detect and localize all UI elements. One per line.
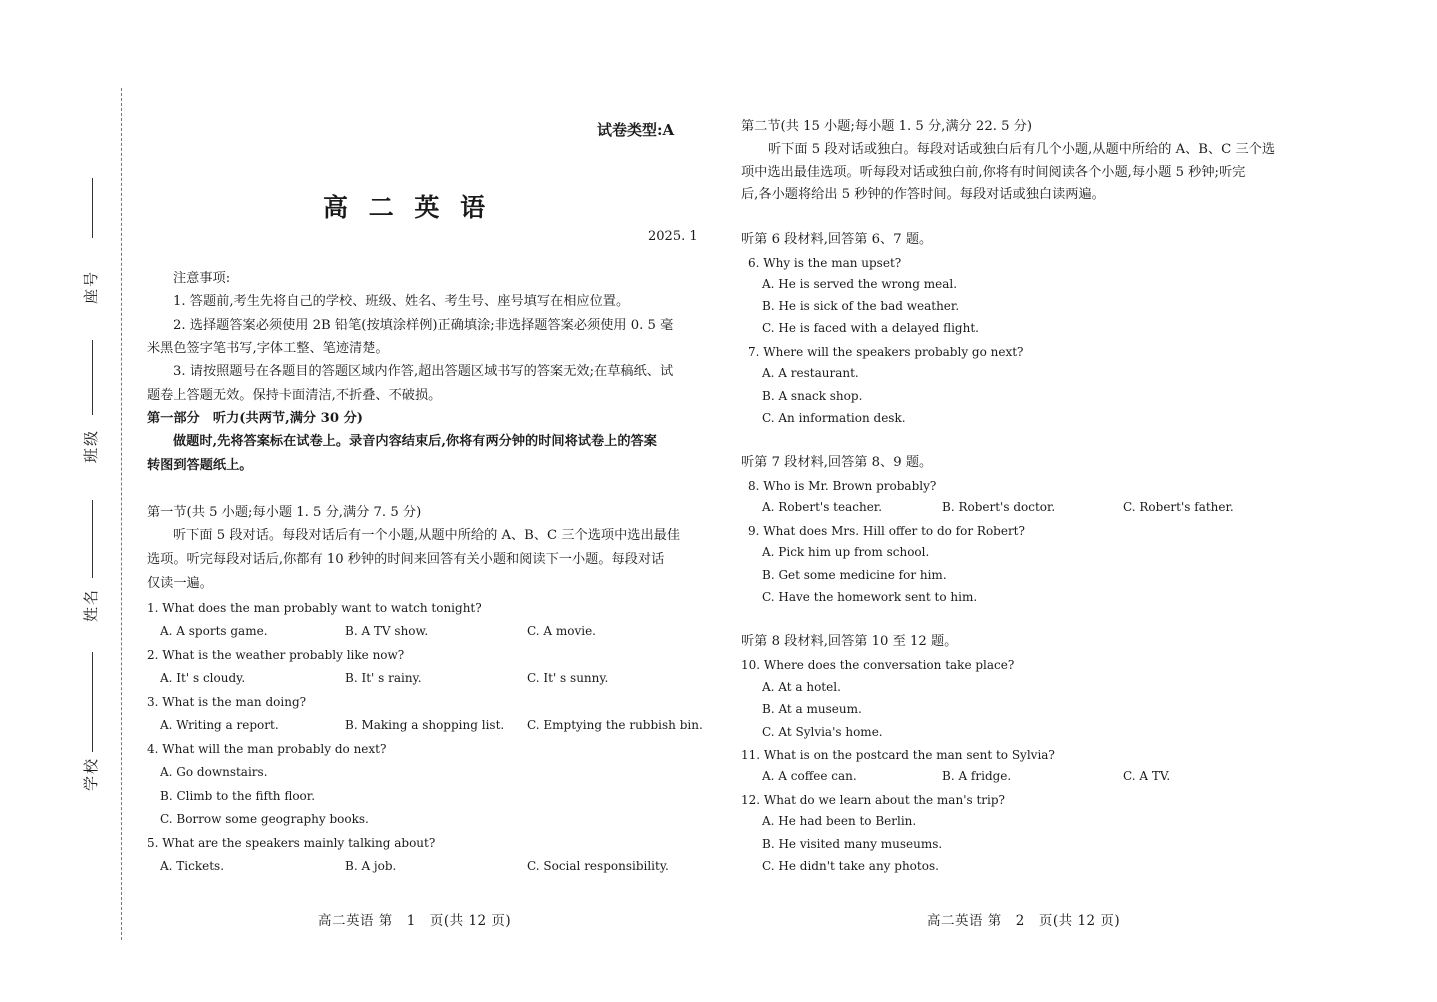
notice-line: 1. 答题前,考生先将自己的学校、班级、姓名、考生号、座号填写在相应位置。 [173,294,630,309]
option-b: B. He is sick of the bad weather. [762,299,960,313]
section1-desc-line: 仅读一遍。 [147,576,213,591]
question-stem: 3. What is the man doing? [147,695,307,709]
section1-desc-line: 选项。听完每段对话后,你都有 10 秒钟的时间来回答有关小题和阅读下一小题。每段对话 [147,552,665,567]
exam-date: 2025. 1 [648,229,698,244]
section2-desc-line: 后,各小题将给出 5 秒钟的作答时间。每段对话或独白读两遍。 [741,187,1105,202]
option-c: C. Robert's father. [1123,500,1234,514]
option-a: A. A restaurant. [762,366,859,380]
part1-desc-line: 转图到答题纸上。 [147,458,253,473]
option-c: C. Borrow some geography books. [160,812,369,826]
option-a: A. Go downstairs. [160,765,268,779]
option-c: C. At Sylvia's home. [762,725,883,739]
material-heading: 听第 8 段材料,回答第 10 至 12 题。 [741,634,958,649]
notice-title: 注意事项: [173,271,231,286]
question-stem: 7. Where will the speakers probably go next? [748,345,1024,359]
notice-line: 题卷上答题无效。保持卡面清洁,不折叠、不破损。 [147,388,442,403]
option-b: B. At a museum. [762,702,862,716]
option-b: B. A job. [345,859,397,873]
option-a: A. He had been to Berlin. [762,814,917,828]
option-b: B. Climb to the fifth floor. [160,789,316,803]
section2-desc-line: 项中选出最佳选项。听每段对话或独白前,你将有时间阅读各个小题,每小题 5 秒钟;听完 [741,165,1246,180]
binding-dashed-line [121,88,122,940]
option-c: C. Social responsibility. [527,859,669,873]
question-stem: 11. What is on the postcard the man sent to Sylvia? [741,748,1055,762]
option-a: A. At a hotel. [762,680,841,694]
option-a: A. He is served the wrong meal. [762,277,958,291]
option-b: B. Get some medicine for him. [762,568,947,582]
school-label: 学校 [82,756,100,791]
question-stem: 6. Why is the man upset? [748,256,902,270]
option-c: C. Emptying the rubbish bin. [527,718,703,732]
question-stem: 12. What do we learn about the man's trip? [741,793,1005,807]
option-c: C. A TV. [1123,769,1171,783]
option-a: A. Tickets. [160,859,225,873]
notice-line: 2. 选择题答案必须使用 2B 铅笔(按填涂样例)正确填涂;非选择题答案必须使用 0. 5 毫 [173,318,674,333]
section2-title: 第二节(共 15 小题;每小题 1. 5 分,满分 22. 5 分) [741,119,1033,134]
option-b: B. He visited many museums. [762,837,943,851]
question-stem: 10. Where does the conversation take place? [741,658,1015,672]
material-heading: 听第 6 段材料,回答第 6、7 题。 [741,232,933,247]
material-heading: 听第 7 段材料,回答第 8、9 题。 [741,455,933,470]
option-b: B. It' s rainy. [345,671,422,685]
class-label: 班级 [82,428,100,463]
option-a: A. Pick him up from school. [762,545,930,559]
question-stem: 9. What does Mrs. Hill offer to do for Robert? [748,524,1025,538]
option-a: A. Robert's teacher. [762,500,883,514]
option-c: C. He is faced with a delayed flight. [762,321,979,335]
option-c: C. He didn't take any photos. [762,859,939,873]
seat-blank-line [92,178,93,238]
section1-title: 第一节(共 5 小题;每小题 1. 5 分,满分 7. 5 分) [147,505,422,520]
option-a: A. It' s cloudy. [160,671,246,685]
name-blank-line [92,500,93,578]
option-c: C. Have the homework sent to him. [762,590,978,604]
option-c: C. It' s sunny. [527,671,609,685]
question-stem: 8. Who is Mr. Brown probably? [748,479,937,493]
page-title: 高 二 英 语 [323,193,492,222]
option-a: A. Writing a report. [160,718,279,732]
question-stem: 1. What does the man probably want to watch tonight? [147,601,482,615]
section2-desc-line: 听下面 5 段对话或独白。每段对话或独白后有几个小题,从题中所给的 A、B、C 三个选 [768,142,1276,157]
notice-line: 米黑色签字笔书写,字体工整、笔迹清楚。 [147,341,389,356]
question-stem: 5. What are the speakers mainly talking about? [147,836,436,850]
class-blank-line [92,340,93,415]
option-b: B. A TV show. [345,624,429,638]
question-stem: 4. What will the man probably do next? [147,742,387,756]
school-blank-line [92,652,93,752]
paper-type: 试卷类型:A [597,121,675,139]
option-a: A. A coffee can. [762,769,857,783]
question-stem: 2. What is the weather probably like now? [147,648,405,662]
option-a: A. A sports game. [160,624,268,638]
option-c: C. An information desk. [762,411,906,425]
notice-line: 3. 请按照题号在各题目的答题区域内作答,超出答题区域书写的答案无效;在草稿纸、试 [173,364,674,379]
option-b: B. A snack shop. [762,389,863,403]
part1-desc-line: 做题时,先将答案标在试卷上。录音内容结束后,你将有两分钟的时间将试卷上的答案 [173,434,657,449]
option-b: B. Robert's doctor. [942,500,1056,514]
option-b: B. A fridge. [942,769,1012,783]
seat-label: 座号 [82,269,100,304]
page-footer: 高二英语 第 2 页(共 12 页) [927,913,1121,929]
section1-desc-line: 听下面 5 段对话。每段对话后有一个小题,从题中所给的 A、B、C 三个选项中选出最佳 [173,528,681,543]
name-label: 姓名 [82,587,100,622]
option-c: C. A movie. [527,624,596,638]
option-b: B. Making a shopping list. [345,718,505,732]
part1-title: 第一部分 听力(共两节,满分 30 分) [147,411,364,426]
page-footer: 高二英语 第 1 页(共 12 页) [318,913,512,929]
